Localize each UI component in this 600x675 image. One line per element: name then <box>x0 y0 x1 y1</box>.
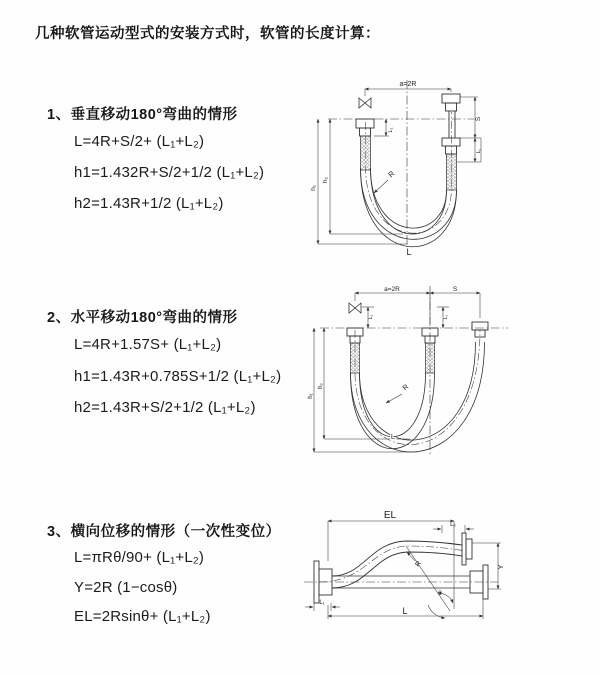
radius-label: R <box>401 383 411 393</box>
section-1-formula-h2: h2=1.43R+1/2 (L₁+L₂) <box>74 195 224 212</box>
dim-label-l1: L₁ <box>319 600 325 606</box>
length-label: L <box>402 606 408 616</box>
dim-label-a2r: a=2R <box>384 286 400 293</box>
length-label: L <box>390 432 396 441</box>
page-title: 几种软管运动型式的安装方式时，软管的长度计算： <box>35 26 380 42</box>
dim-label-h1: h₁ <box>310 185 317 191</box>
valve-icon <box>359 98 371 108</box>
dimension-labels <box>308 286 458 441</box>
dimension-lines <box>314 293 480 452</box>
dim-label-l1-left: L₁ <box>368 314 374 320</box>
section-3-heading: 3、横向位移的情形（一次性变位） <box>47 524 281 540</box>
section-3-formula-EL: EL=2Rsinθ+ (L₁+L₂) <box>74 608 211 625</box>
section-2-formula-h2: h2=1.43R+S/2+1/2 (L₁+L₂) <box>74 399 256 416</box>
hose-drawing <box>328 80 474 250</box>
dim-label-a2r: a=2R <box>399 81 417 88</box>
dim-label-s: S <box>452 286 458 293</box>
hose-drawing <box>304 533 498 618</box>
length-label: L <box>406 247 412 257</box>
dim-label-h2: h₂ <box>318 383 324 389</box>
diagram-horizontal-180-bend <box>306 282 600 462</box>
angle-label: θ <box>438 590 442 597</box>
section-1-heading: 1、垂直移动180°弯曲的情形 <box>47 107 238 123</box>
radius-label: R <box>386 168 397 180</box>
section-3-formula-L: L=πRθ/90+ (L₁+L₂) <box>74 549 205 566</box>
dim-label-h2: h₂ <box>322 176 329 184</box>
valve-icon <box>349 303 361 313</box>
diagram-vertical-180-bend <box>308 76 598 266</box>
section-2-heading: 2、水平移动180°弯曲的情形 <box>47 310 238 326</box>
dim-label-l1-right: L₁ <box>476 148 482 154</box>
dim-label-l1-left: L₁ <box>388 127 394 133</box>
dim-label-l2: L₂ <box>450 522 456 528</box>
dim-label-s: S <box>475 116 482 122</box>
section-1-formula-L: L=4R+S/2+ (L₁+L₂) <box>74 133 205 150</box>
dim-label-el: EL <box>383 510 397 521</box>
diagram-lateral-displacement <box>302 505 598 650</box>
dimension-labels <box>319 510 505 616</box>
dim-label-h1: h₁ <box>308 393 314 399</box>
section-2-formula-h1: h1=1.43R+0.785S+1/2 (L₁+L₂) <box>74 368 282 385</box>
section-1-formula-h1: h1=1.432R+S/2+1/2 (L₁+L₂) <box>74 164 265 181</box>
radius-label: R <box>414 560 424 569</box>
dim-label-l1-mid: L₁ <box>443 314 449 320</box>
dimension-lines <box>305 521 501 619</box>
dim-label-y: Y <box>496 564 505 570</box>
section-3-formula-Y: Y=2R (1−cosθ) <box>74 579 178 596</box>
section-2-formula-L: L=4R+1.57S+ (L₁+L₂) <box>74 336 222 353</box>
